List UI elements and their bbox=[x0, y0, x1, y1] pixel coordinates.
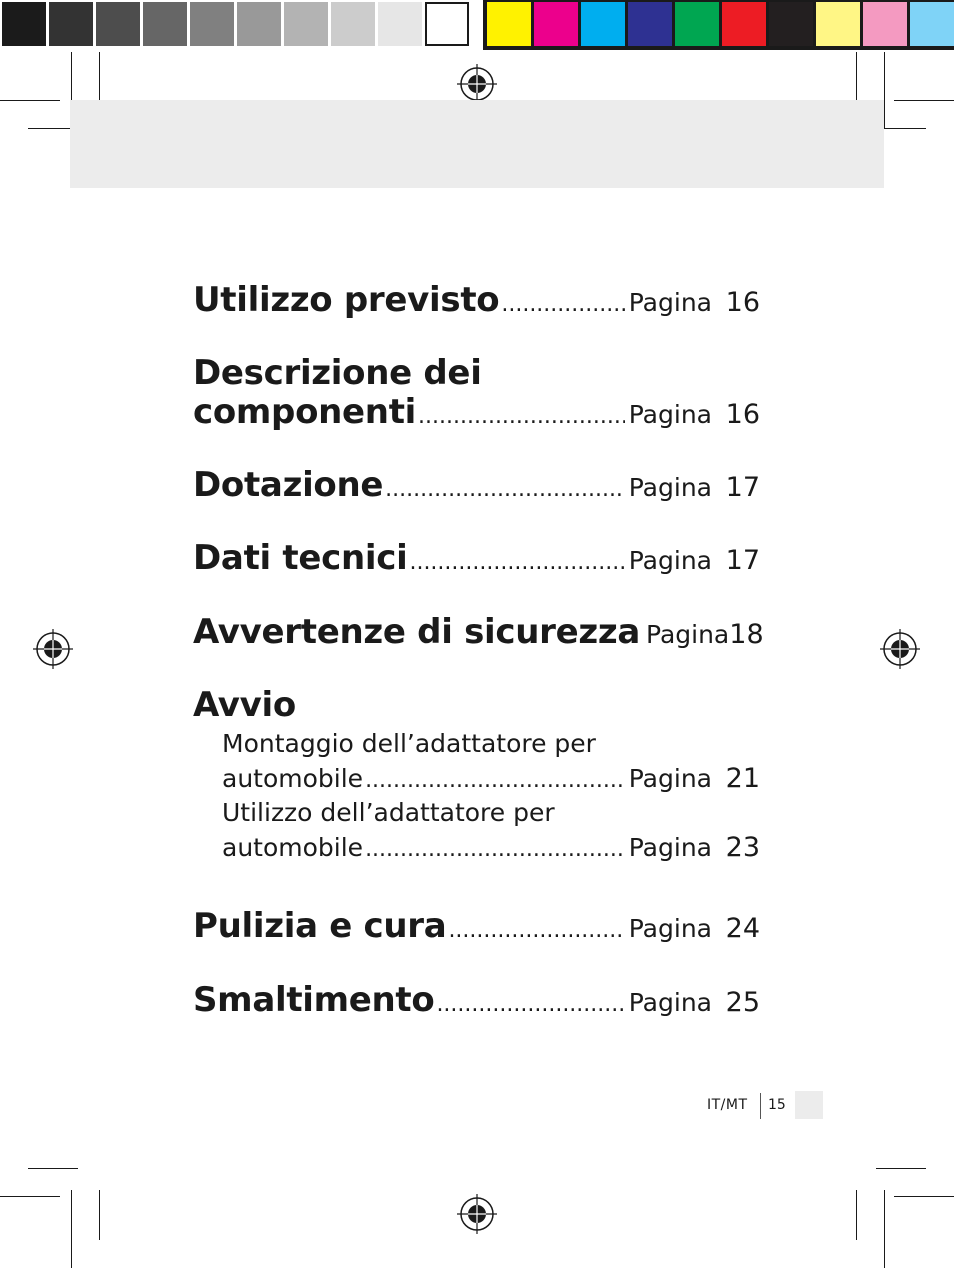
toc-entry[interactable] bbox=[193, 538, 760, 578]
gray-swatch-row bbox=[2, 2, 472, 48]
gray-swatch bbox=[49, 2, 93, 46]
page-word: Pagina bbox=[646, 620, 730, 649]
crop-mark bbox=[28, 1168, 78, 1169]
toc-entry[interactable] bbox=[193, 280, 760, 320]
toc-page-number: 21 bbox=[725, 763, 760, 794]
toc-page-number: 17 bbox=[725, 472, 760, 503]
page-word: Pagina bbox=[628, 914, 712, 943]
process-swatch bbox=[534, 2, 578, 46]
toc-entry[interactable] bbox=[193, 354, 760, 432]
gray-swatch bbox=[96, 2, 140, 46]
toc-subentry-line2: automobile bbox=[222, 833, 364, 862]
toc-subentry[interactable] bbox=[193, 725, 760, 794]
crop-mark bbox=[856, 52, 857, 106]
toc-entry[interactable] bbox=[193, 980, 760, 1020]
process-swatch bbox=[863, 2, 907, 46]
process-swatch bbox=[675, 2, 719, 46]
page-word: Pagina bbox=[628, 833, 712, 862]
gray-swatch bbox=[237, 2, 281, 46]
toc-page-number: 24 bbox=[725, 913, 760, 944]
process-swatch bbox=[816, 2, 860, 46]
toc-entry[interactable] bbox=[193, 612, 764, 652]
dot-leader bbox=[365, 837, 625, 862]
page-word: Pagina bbox=[628, 473, 712, 502]
process-swatch bbox=[581, 2, 625, 46]
toc-entry-title: Utilizzo previsto bbox=[193, 280, 500, 320]
dot-leader bbox=[365, 768, 625, 793]
crop-mark bbox=[0, 100, 60, 101]
crop-mark bbox=[876, 1168, 926, 1169]
process-swatch bbox=[910, 2, 954, 46]
toc-entry-title: Dotazione bbox=[193, 465, 384, 505]
toc-entry bbox=[193, 685, 760, 863]
toc-page-number: 25 bbox=[725, 987, 760, 1018]
crop-mark bbox=[884, 1190, 885, 1268]
page-word: Pagina bbox=[628, 546, 712, 575]
page-number: 15 bbox=[768, 1097, 786, 1113]
process-swatch bbox=[722, 2, 766, 46]
page-word: Pagina bbox=[628, 288, 712, 317]
gray-swatch bbox=[143, 2, 187, 46]
gray-swatch bbox=[425, 2, 469, 46]
toc-entry-title: Smaltimento bbox=[193, 980, 435, 1020]
toc-subentry-line1: Utilizzo dell’adattatore per bbox=[222, 798, 555, 827]
toc-entry[interactable] bbox=[193, 465, 760, 505]
dot-leader bbox=[501, 292, 624, 317]
toc-entry-title: Pulizia e cura bbox=[193, 906, 447, 946]
footer-tab bbox=[795, 1091, 823, 1119]
toc-subentry-line1: Montaggio dell’adattatore per bbox=[222, 729, 596, 758]
toc-page-number: 16 bbox=[725, 399, 760, 430]
toc-entry-title: componenti bbox=[193, 392, 417, 432]
toc-page-number: 17 bbox=[725, 545, 760, 576]
crop-mark bbox=[894, 1196, 954, 1197]
page-word: Pagina bbox=[628, 764, 712, 793]
process-swatch-row bbox=[487, 2, 954, 48]
registration-mark-icon bbox=[33, 629, 73, 669]
registration-mark-icon bbox=[457, 64, 497, 104]
registration-mark-icon bbox=[880, 629, 920, 669]
crop-mark bbox=[99, 1190, 100, 1240]
toc-subentry[interactable] bbox=[193, 794, 760, 863]
toc-entry-title: Avvertenze di sicurezza bbox=[193, 612, 640, 652]
toc-entry[interactable] bbox=[193, 906, 760, 946]
dot-leader bbox=[385, 477, 625, 502]
gray-swatch bbox=[331, 2, 375, 46]
process-swatch bbox=[769, 2, 813, 46]
language-code: IT/MT bbox=[707, 1097, 748, 1113]
crop-mark bbox=[0, 1196, 60, 1197]
crop-mark bbox=[884, 52, 885, 128]
crop-mark bbox=[894, 100, 954, 101]
process-swatch bbox=[628, 2, 672, 46]
page-word: Pagina bbox=[628, 988, 712, 1017]
crop-mark bbox=[99, 52, 100, 106]
gray-swatch bbox=[284, 2, 328, 46]
page-word: Pagina bbox=[628, 400, 712, 429]
process-swatch bbox=[487, 2, 531, 46]
crop-mark bbox=[856, 1190, 857, 1240]
crop-mark bbox=[71, 1190, 72, 1268]
toc-entry-title-line1: Descrizione dei bbox=[193, 353, 482, 393]
gray-swatch bbox=[2, 2, 46, 46]
dot-leader bbox=[448, 918, 624, 943]
toc-entry-title: Avvio bbox=[193, 685, 296, 725]
gray-swatch bbox=[190, 2, 234, 46]
dot-leader bbox=[418, 404, 625, 429]
header-band bbox=[70, 100, 884, 188]
toc-page-number: 16 bbox=[725, 287, 760, 318]
registration-mark-icon bbox=[457, 1194, 497, 1234]
toc-subentry-line2: automobile bbox=[222, 764, 364, 793]
gray-swatch bbox=[378, 2, 422, 46]
footer-divider bbox=[760, 1093, 761, 1119]
toc-page-number: 18 bbox=[729, 619, 764, 650]
toc-page-number: 23 bbox=[725, 832, 760, 863]
dot-leader bbox=[409, 550, 624, 575]
dot-leader bbox=[436, 992, 624, 1017]
toc-entry-title: Dati tecnici bbox=[193, 538, 408, 578]
